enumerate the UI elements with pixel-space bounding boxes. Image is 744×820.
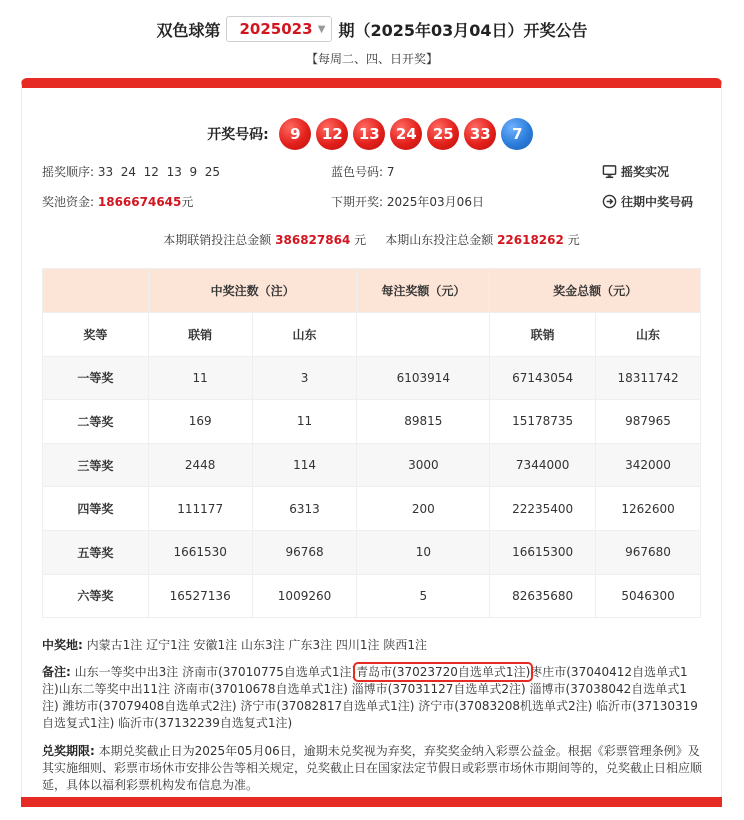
draw-order-label: 摇奖顺序: [42,165,95,179]
sd-count: 114 [252,443,357,487]
union-sales-unit: 元 [354,233,367,247]
live-video-link[interactable] [602,163,669,180]
union-count: 111177 [148,487,252,531]
each-amount: 3000 [357,443,490,487]
red-ball: 12 [316,118,348,150]
union-sales-value: 386827864 [275,233,351,247]
header-sd-total: 山东 [596,313,701,357]
claim-deadline-text: 本期兑奖截止日为2025年05月06日，逾期未兑奖视为弃奖，弃奖奖金纳入彩票公益金。根据《彩票管理条例》及其实施细则、彩票市场休市安排公告等相关规定，兑奖截止日在国家法定节假日或彩票市场休市期间等的，兑奖截止日相应顺延，具体以福利彩票机构发布信息为准。 [42,744,703,792]
table-row [43,400,701,444]
winning-numbers [22,118,721,150]
union-sales-label: 本期联销投注总金额 [163,233,272,247]
union-count: 169 [148,400,252,444]
result-card [21,78,722,806]
table-row [43,443,701,487]
table-row [43,356,701,400]
red-ball: 13 [353,118,385,150]
sd-sales-value: 22618262 [497,233,564,247]
prize-pool-label: 奖池资金: [42,195,95,209]
info-row-1 [42,163,682,181]
sd-count: 11 [252,400,357,444]
monitor-icon [602,164,617,179]
card-bottom-bar [21,797,722,807]
draw-order [42,163,220,180]
header-count: 中奖注数（注） [148,269,357,313]
sales-summary [22,231,721,248]
red-ball: 33 [464,118,496,150]
table-row [43,530,701,574]
sd-total: 967680 [596,530,701,574]
issue-value: 2025023 [239,20,313,38]
remark-text-1: 山东一等奖中出3注 济南市(37010775自选单式1注) [74,665,357,679]
chevron-down-icon: ▼ [317,23,326,35]
each-amount: 200 [357,487,490,531]
union-count: 2448 [148,443,252,487]
header-sd-count: 山东 [252,313,357,357]
table-subheader-row [43,313,701,357]
table-header-row [43,269,701,313]
prize-level: 一等奖 [43,356,149,400]
page-title [0,14,744,44]
issue-select[interactable] [226,16,332,42]
history-label: 往期中奖号码 [621,195,694,209]
union-count: 1661530 [148,530,252,574]
winning-regions [42,636,702,653]
next-draw-label: 下期开奖: [331,195,384,209]
red-ball: 9 [279,118,311,150]
sd-total: 5046300 [596,574,701,618]
each-amount: 10 [357,530,490,574]
union-count: 16527136 [148,574,252,618]
sd-count: 3 [252,356,357,400]
union-total: 15178735 [490,400,596,444]
sd-count: 6313 [252,487,357,531]
red-ball: 24 [390,118,422,150]
union-total: 7344000 [490,443,596,487]
table-header-cell [357,313,490,357]
winning-numbers-label: 开奖号码: [207,127,269,143]
remark-text-2: 枣庄市(37040412自选单式1注)山东二等奖中出11注 济南市(37010678自选单式1注) 淄博市(37031127自选单式2注) 淄博市(37038042自选单式1注) 潍坊市(37079408自选单式2注) 济宁市(37082817自选单式1注) 济宁市(37083208机选单式2注) 临沂市(37130319自选复式1注) 临沂市(37132239自选复式1注) [42,665,698,730]
sd-sales-label: 本期山东投注总金额 [385,233,494,247]
header-union-total: 联销 [490,313,596,357]
prize-level: 五等奖 [43,530,149,574]
sd-sales-unit: 元 [567,233,580,247]
header-level: 奖等 [43,313,149,357]
title-prefix: 双色球第 [156,20,221,40]
union-total: 16615300 [490,530,596,574]
sd-total: 342000 [596,443,701,487]
sd-count: 1009260 [252,574,357,618]
info-row-2 [42,193,694,211]
sd-count: 96768 [252,530,357,574]
remark-label: 备注: [42,665,71,679]
live-video-label: 摇奖实况 [621,165,670,179]
prize-pool [42,193,193,210]
header-total: 奖金总额（元） [490,269,701,313]
prize-level: 四等奖 [43,487,149,531]
remark-highlight: 青岛市(37023720自选单式1注) [356,665,531,679]
title-suffix: 期（2025年03月04日）开奖公告 [338,20,588,40]
table-row [43,487,701,531]
header-union-count: 联销 [148,313,252,357]
next-draw-value: 2025年03月06日 [386,195,484,209]
table-header-cell [43,269,149,313]
union-total: 22235400 [490,487,596,531]
each-amount: 6103914 [357,356,490,400]
prize-level: 二等奖 [43,400,149,444]
history-link[interactable] [602,193,693,210]
union-total: 67143054 [490,356,596,400]
prize-pool-unit: 元 [181,195,194,209]
each-amount: 89815 [357,400,490,444]
prize-level: 三等奖 [43,443,149,487]
claim-deadline-label: 兑奖期限: [42,744,95,758]
table-row [43,574,701,618]
union-total: 82635680 [490,574,596,618]
winning-regions-text: 内蒙古1注 辽宁1注 安徽1注 山东3注 广东3注 四川1注 陕西1注 [86,638,427,652]
prize-table [42,268,701,618]
page-header [0,14,744,67]
draw-schedule: 【每周二、四、日开奖】 [305,52,438,66]
winning-regions-label: 中奖地: [42,638,83,652]
each-amount: 5 [357,574,490,618]
sd-total: 1262600 [596,487,701,531]
union-count: 11 [148,356,252,400]
header-each: 每注奖额（元） [357,269,490,313]
prize-pool-value: 1866674645 [97,195,182,209]
arrow-circle-icon [602,194,617,209]
blue-number [331,163,395,180]
blue-number-label: 蓝色号码: [331,165,384,179]
draw-order-value: 33 24 12 13 9 25 [97,165,221,179]
red-ball: 25 [427,118,459,150]
sd-total: 18311742 [596,356,701,400]
blue-ball: 7 [501,118,533,150]
claim-deadline [42,743,702,794]
remark [42,664,702,732]
prize-level: 六等奖 [43,574,149,618]
blue-number-value: 7 [386,165,395,179]
sd-total: 987965 [596,400,701,444]
next-draw [331,193,484,210]
